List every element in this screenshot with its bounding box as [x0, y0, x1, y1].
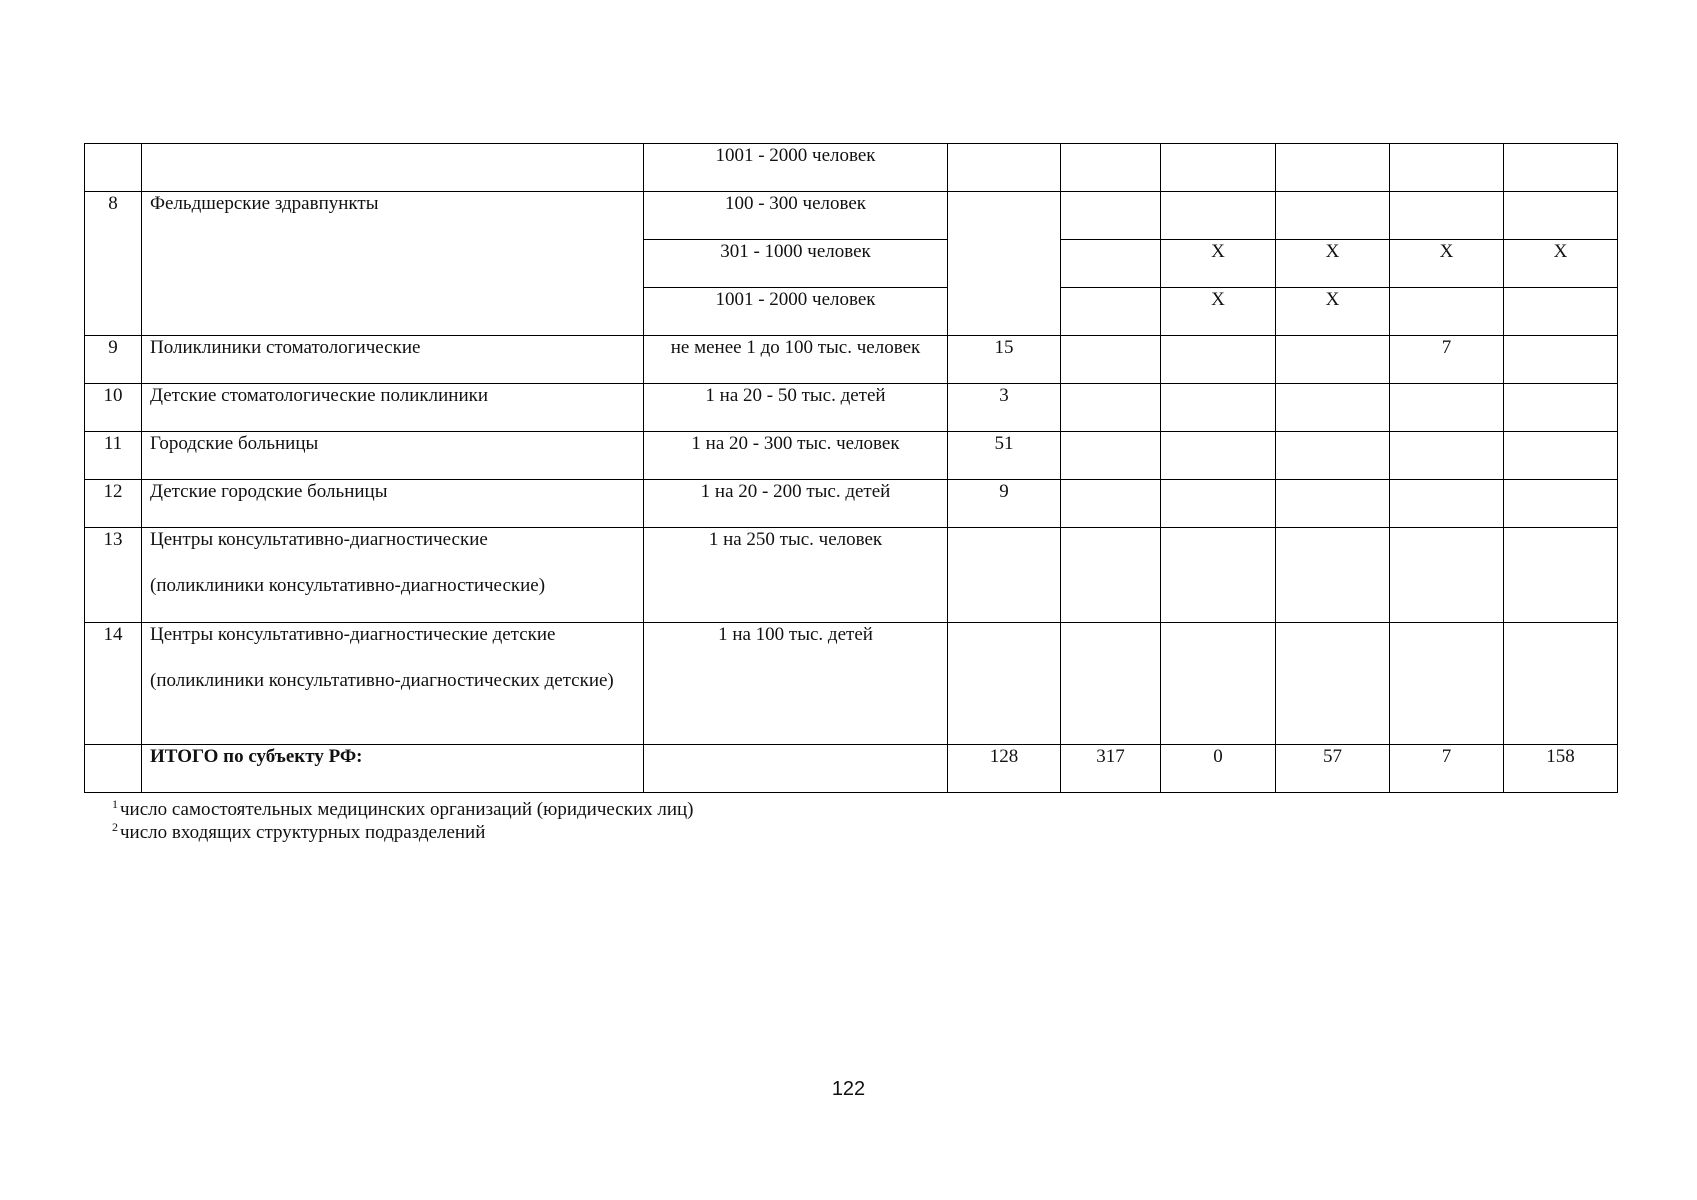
row-number: 8 [85, 192, 142, 336]
norm-cell: 1 на 20 - 50 тыс. детей [644, 384, 948, 432]
footnote-mark: 1 [112, 797, 118, 811]
total-row [85, 745, 1618, 793]
page-number: 122 [831, 1078, 866, 1100]
facility-name: Поликлиники стоматологические [142, 336, 644, 384]
norm-cell: 100 - 300 человек [644, 192, 948, 240]
value-cell [1161, 144, 1276, 192]
facility-name: Детские стоматологические поликлиники [142, 384, 644, 432]
facility-name: Детские городские больницы [142, 480, 644, 528]
value-cell: 9 [948, 480, 1061, 528]
value-cell [1061, 240, 1161, 288]
total-value: 128 [948, 745, 1061, 793]
value-cell [1161, 623, 1276, 745]
value-cell [1390, 192, 1504, 240]
value-cell [1276, 528, 1390, 623]
row-number: 11 [85, 432, 142, 480]
value-cell [1390, 384, 1504, 432]
norm-cell: 1 на 100 тыс. детей [644, 623, 948, 745]
value-cell [1161, 480, 1276, 528]
value-cell [1504, 192, 1618, 240]
table-row [85, 623, 1618, 745]
norm-cell: 1 на 20 - 300 тыс. человек [644, 432, 948, 480]
value-cell: 51 [948, 432, 1061, 480]
value-cell [1504, 623, 1618, 745]
value-cell: X [1276, 288, 1390, 336]
total-value: 7 [1390, 745, 1504, 793]
facility-name-line2: (поликлиники консультативно-диагностических детские) [150, 670, 614, 691]
value-cell [1504, 480, 1618, 528]
value-cell [1061, 384, 1161, 432]
table-row [85, 432, 1618, 480]
total-value: 317 [1061, 745, 1161, 793]
norm-cell: 1 на 20 - 200 тыс. детей [644, 480, 948, 528]
facility-name: Фельдшерские здравпункты [142, 192, 644, 336]
value-cell [1061, 336, 1161, 384]
facility-name [142, 623, 644, 745]
row-number [85, 745, 142, 793]
value-cell [1161, 432, 1276, 480]
value-cell [1276, 623, 1390, 745]
table-row [85, 192, 1618, 240]
value-cell [1504, 384, 1618, 432]
value-cell: X [1161, 288, 1276, 336]
value-cell: X [1276, 240, 1390, 288]
value-cell: X [1390, 240, 1504, 288]
value-cell [1161, 192, 1276, 240]
value-cell [1504, 288, 1618, 336]
table-row [85, 336, 1618, 384]
value-cell [948, 144, 1061, 192]
row-number: 10 [85, 384, 142, 432]
value-cell [1161, 528, 1276, 623]
value-cell: X [1161, 240, 1276, 288]
total-label [142, 745, 644, 793]
value-cell [1504, 528, 1618, 623]
table-row [85, 480, 1618, 528]
footnote-2 [112, 816, 485, 844]
norm-cell [644, 745, 948, 793]
value-cell [1061, 528, 1161, 623]
norm-cell: 1001 - 2000 человек [644, 288, 948, 336]
value-cell [1390, 144, 1504, 192]
value-cell [1390, 528, 1504, 623]
value-cell [1061, 144, 1161, 192]
value-cell [948, 192, 1061, 336]
total-value: 158 [1504, 745, 1618, 793]
row-number: 9 [85, 336, 142, 384]
value-cell: 15 [948, 336, 1061, 384]
row-number [85, 144, 142, 192]
value-cell [1061, 288, 1161, 336]
facilities-table [84, 143, 1618, 793]
total-label-text: ИТОГО по субъекту РФ: [150, 746, 363, 767]
norm-cell: 1001 - 2000 человек [644, 144, 948, 192]
footnote-mark: 2 [112, 820, 118, 834]
value-cell [1161, 384, 1276, 432]
facility-name: Городские больницы [142, 432, 644, 480]
value-cell: 3 [948, 384, 1061, 432]
value-cell [1161, 336, 1276, 384]
table-row [85, 528, 1618, 623]
row-number: 13 [85, 528, 142, 623]
total-value: 57 [1276, 745, 1390, 793]
value-cell [1061, 192, 1161, 240]
facility-name-line2: (поликлиники консультативно-диагностические) [150, 575, 546, 596]
facility-name [142, 144, 644, 192]
value-cell: 7 [1390, 336, 1504, 384]
value-cell [1504, 144, 1618, 192]
value-cell [1390, 288, 1504, 336]
norm-cell: 1 на 250 тыс. человек [644, 528, 948, 623]
value-cell [1061, 480, 1161, 528]
value-cell [1504, 336, 1618, 384]
value-cell [1276, 384, 1390, 432]
norm-cell: 301 - 1000 человек [644, 240, 948, 288]
row-number: 12 [85, 480, 142, 528]
value-cell [1390, 432, 1504, 480]
table-row [85, 144, 1618, 192]
value-cell [1276, 336, 1390, 384]
value-cell [1276, 144, 1390, 192]
value-cell [1276, 480, 1390, 528]
table-row [85, 384, 1618, 432]
row-number: 14 [85, 623, 142, 745]
footnote-text: число самостоятельных медицинских организаций (юридических лиц) [120, 799, 694, 820]
value-cell [1061, 623, 1161, 745]
value-cell [1390, 480, 1504, 528]
value-cell [948, 623, 1061, 745]
value-cell [1504, 432, 1618, 480]
value-cell [1276, 432, 1390, 480]
footnote-text: число входящих структурных подразделений [120, 822, 486, 843]
value-cell [1390, 623, 1504, 745]
facility-name [142, 528, 644, 623]
facility-name-line1: Центры консультативно-диагностические [150, 529, 488, 550]
facility-name-line1: Центры консультативно-диагностические детские [150, 624, 556, 645]
value-cell [1061, 432, 1161, 480]
value-cell [1276, 192, 1390, 240]
total-value: 0 [1161, 745, 1276, 793]
value-cell [948, 528, 1061, 623]
value-cell: X [1504, 240, 1618, 288]
norm-cell: не менее 1 до 100 тыс. человек [644, 336, 948, 384]
